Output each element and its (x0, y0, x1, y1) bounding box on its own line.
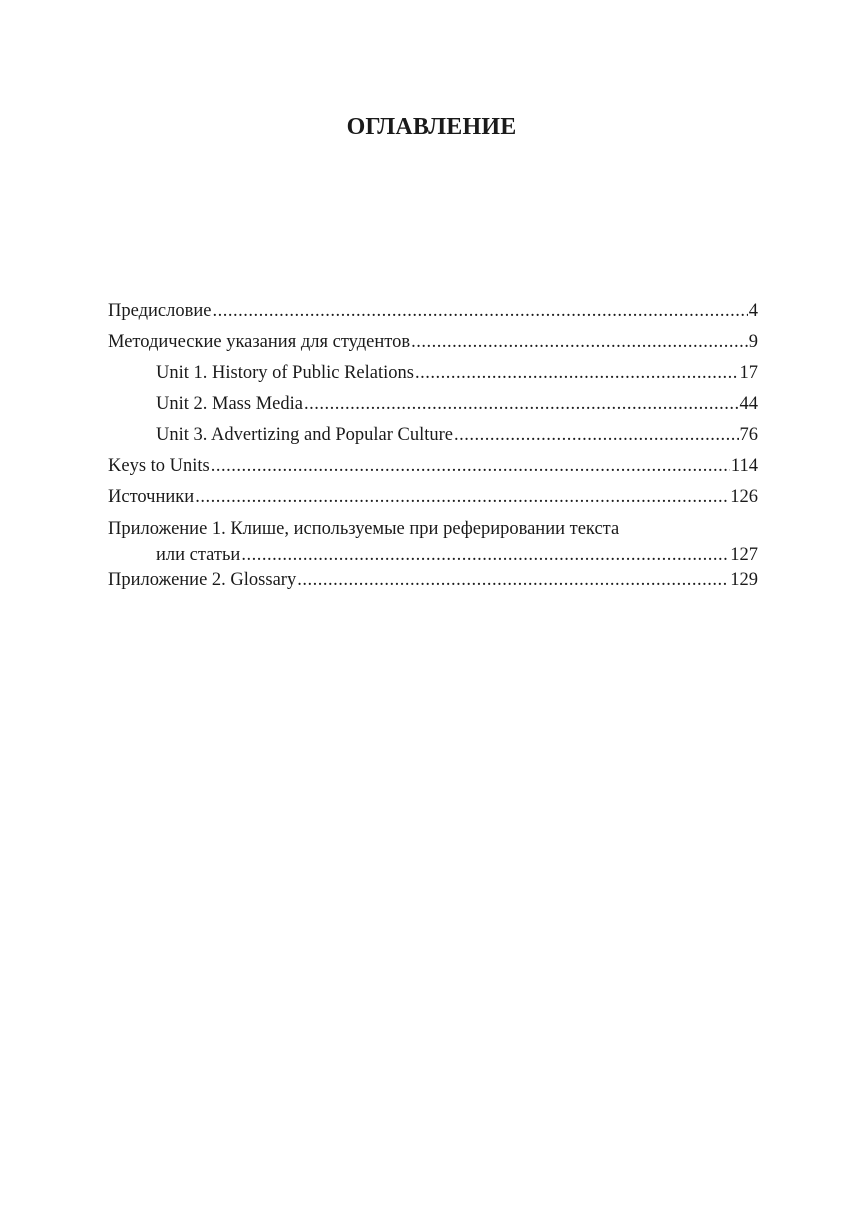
table-of-contents (108, 300, 758, 600)
toc-entry-unit-1[interactable] (108, 362, 758, 393)
toc-page-number: 44 (739, 394, 758, 414)
toc-entry-label-continued: или статьи (156, 545, 241, 565)
dot-leader (211, 455, 730, 478)
toc-entry-continuation (108, 544, 758, 569)
dot-leader (304, 393, 739, 416)
dot-leader (297, 569, 729, 592)
dot-leader (411, 331, 748, 354)
toc-entry-label: Предисловие (108, 301, 212, 321)
toc-entry-appendix-1[interactable] (108, 518, 758, 569)
toc-entry-label: Unit 3. Advertizing and Popular Culture (156, 425, 453, 445)
toc-entry-preface[interactable] (108, 300, 758, 331)
toc-entry-label: Источники (108, 487, 195, 507)
page-title: ОГЛАВЛЕНИЕ (346, 114, 517, 140)
toc-page-number: 127 (730, 545, 758, 565)
toc-entry-label: Unit 1. History of Public Relations (156, 363, 414, 383)
toc-entry-unit-2[interactable] (108, 393, 758, 424)
toc-entry-label: Keys to Units (108, 456, 210, 476)
dot-leader (415, 362, 739, 385)
toc-entry-unit-3[interactable] (108, 424, 758, 455)
toc-entry-guidelines[interactable] (108, 331, 758, 362)
toc-entry-keys[interactable] (108, 455, 758, 486)
toc-page-number: 126 (730, 487, 758, 507)
toc-page-number: 9 (748, 332, 758, 352)
dot-leader (195, 486, 729, 509)
dot-leader (212, 300, 747, 323)
toc-entry-label: Unit 2. Mass Media (156, 394, 303, 414)
toc-page-number: 76 (739, 425, 758, 445)
toc-entry-appendix-2[interactable] (108, 569, 758, 600)
toc-page-number: 129 (730, 570, 758, 590)
toc-page-number: 114 (730, 456, 758, 476)
toc-entry-label: Приложение 2. Glossary (108, 570, 297, 590)
toc-entry-label: Приложение 1. Клише, используемые при реферировании текста (108, 519, 620, 539)
dot-leader (454, 424, 739, 447)
dot-leader (241, 544, 729, 567)
toc-entry-label: Методические указания для студентов (108, 332, 411, 352)
toc-entry-sources[interactable] (108, 486, 758, 517)
toc-page-number: 17 (739, 363, 758, 383)
toc-page-number: 4 (748, 301, 758, 321)
